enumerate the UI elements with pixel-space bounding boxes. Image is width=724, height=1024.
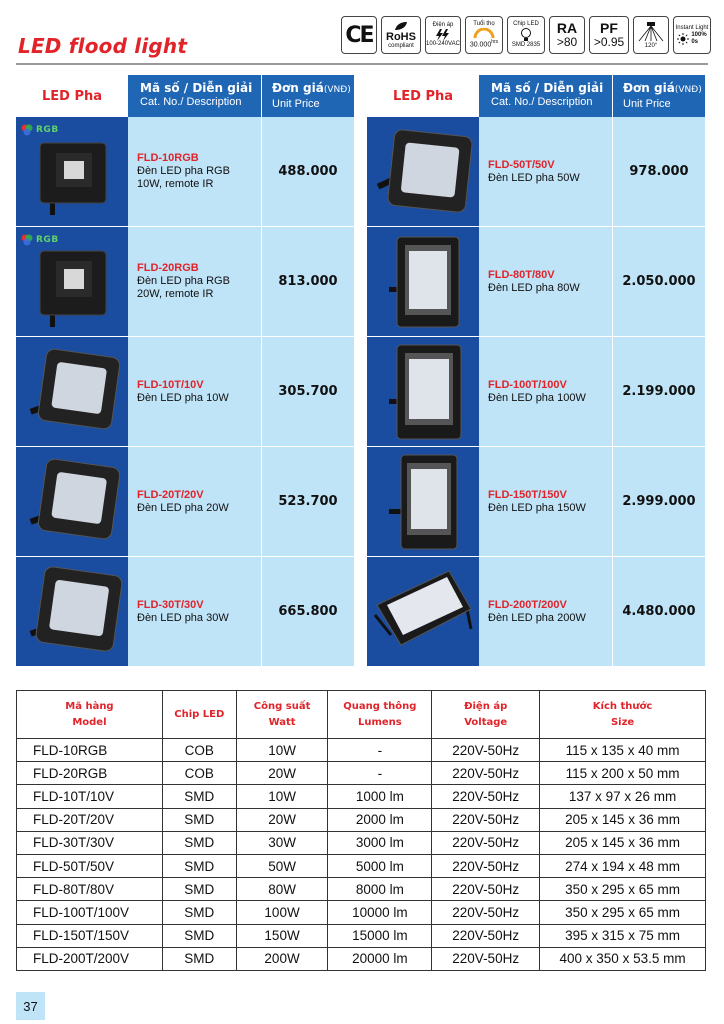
table-row: [17, 947, 706, 970]
table-cell: 10000 lm: [328, 901, 432, 924]
table-cell: 350 x 295 x 65 mm: [540, 901, 706, 924]
product-desc: Đèn LED pha 30W: [137, 611, 229, 624]
table-cell: 200W: [236, 947, 328, 970]
product-code: FLD-50T/50V: [488, 158, 555, 171]
table-cell: FLD-200T/200V: [17, 947, 163, 970]
table-cell: 5000 lm: [328, 854, 432, 877]
floodlight-icon: [367, 117, 479, 226]
table-cell: 220V-50Hz: [432, 831, 540, 854]
ra-badge: RA >80: [549, 16, 585, 54]
product-code: FLD-100T/100V: [488, 378, 567, 391]
gauge-icon: [473, 28, 495, 38]
product-row: [367, 557, 705, 667]
table-cell: 400 x 350 x 53.5 mm: [540, 947, 706, 970]
floodlight-icon: [16, 337, 128, 446]
product-image: [367, 337, 479, 446]
spec-header-model: Mã hàng Model: [17, 691, 163, 739]
table-cell: SMD: [162, 831, 236, 854]
product-row: [367, 117, 705, 227]
table-row: [17, 785, 706, 808]
table-cell: 220V-50Hz: [432, 785, 540, 808]
product-code: FLD-30T/30V: [137, 598, 204, 611]
product-row: [16, 337, 354, 447]
ce-badge: CE: [341, 16, 377, 54]
table-cell: FLD-100T/100V: [17, 901, 163, 924]
spec-table: [16, 690, 706, 971]
product-desc: Đèn LED pha 20W: [137, 501, 229, 514]
product-price: 2.999.000: [612, 447, 705, 556]
product-row: [16, 117, 354, 227]
product-table-header: [367, 75, 705, 117]
floodlight-icon: [16, 557, 128, 666]
table-cell: 15000 lm: [328, 924, 432, 947]
chip-led-badge: Chip LED SMD 2835: [507, 16, 545, 54]
lifetime-badge: Tuổi thọ $30.000^{hrs}$: [465, 16, 503, 54]
product-code: FLD-80T/80V: [488, 268, 555, 281]
sun-icon: [677, 33, 689, 45]
table-row: [17, 901, 706, 924]
table-cell: 50W: [236, 854, 328, 877]
floodlight-icon: [367, 337, 479, 446]
product-image: [16, 557, 128, 666]
table-cell: 115 x 135 x 40 mm: [540, 739, 706, 762]
product-row: [16, 447, 354, 557]
product-price: 665.800: [261, 557, 354, 666]
spec-header-watt: Công suất Watt: [236, 691, 328, 739]
table-cell: 30W: [236, 831, 328, 854]
table-cell: 137 x 97 x 26 mm: [540, 785, 706, 808]
product-image: [16, 447, 128, 556]
product-desc: Đèn LED pha RGB: [137, 275, 230, 287]
table-cell: FLD-20T/20V: [17, 808, 163, 831]
product-image: [367, 227, 479, 336]
spec-header-chip: Chip LED: [162, 691, 236, 739]
leaf-icon: [394, 21, 408, 31]
page-title: LED flood light: [18, 34, 188, 58]
table-cell: 80W: [236, 878, 328, 901]
header-description: Mã số / Diễn giải Cat. No./ Description: [128, 75, 261, 117]
table-cell: SMD: [162, 878, 236, 901]
table-cell: FLD-10RGB: [17, 739, 163, 762]
product-price: 978.000: [612, 117, 705, 226]
rgb-logo: RGB: [20, 123, 59, 137]
product-image: [367, 117, 479, 226]
table-cell: COB: [162, 762, 236, 785]
table-cell: 274 x 194 x 48 mm: [540, 854, 706, 877]
product-desc: Đèn LED pha RGB: [137, 165, 230, 177]
table-cell: SMD: [162, 808, 236, 831]
product-price: 523.700: [261, 447, 354, 556]
header-led-pha: LED Pha: [16, 75, 128, 117]
rohs-badge: RoHS compliant: [381, 16, 421, 54]
product-code: FLD-20RGB: [137, 262, 199, 274]
pf-badge: PF >0.95: [589, 16, 629, 54]
table-row: [17, 739, 706, 762]
table-cell: 220V-50Hz: [432, 854, 540, 877]
floodlight-icon: [16, 447, 128, 556]
product-desc: Đèn LED pha 50W: [488, 171, 580, 184]
product-price: 488.000: [261, 117, 354, 226]
table-cell: 150W: [236, 924, 328, 947]
table-cell: 20W: [236, 808, 328, 831]
table-cell: 220V-50Hz: [432, 924, 540, 947]
product-price: 813.000: [261, 227, 354, 336]
product-code: FLD-200T/200V: [488, 598, 567, 611]
product-desc: Đèn LED pha 100W: [488, 391, 586, 404]
beam-angle-badge: 120°: [633, 16, 669, 54]
header-description: Mã số / Diễn giải Cat. No./ Description: [479, 75, 612, 117]
table-row: [17, 808, 706, 831]
product-image: [16, 227, 128, 336]
spec-header-size: Kích thước Size: [540, 691, 706, 739]
table-cell: FLD-80T/80V: [17, 878, 163, 901]
rgb-logo: RGB: [20, 233, 59, 247]
product-table-right: [367, 75, 705, 667]
rgb-circles-icon: [20, 123, 34, 137]
product-image: [16, 337, 128, 446]
table-cell: 220V-50Hz: [432, 739, 540, 762]
product-code: FLD-150T/150V: [488, 488, 567, 501]
table-cell: FLD-20RGB: [17, 762, 163, 785]
product-code: FLD-10RGB: [137, 152, 199, 164]
table-cell: 220V-50Hz: [432, 947, 540, 970]
table-cell: COB: [162, 739, 236, 762]
table-cell: 220V-50Hz: [432, 901, 540, 924]
table-cell: 10W: [236, 739, 328, 762]
table-cell: SMD: [162, 924, 236, 947]
spec-header-lumens: Quang thông Lumens: [328, 691, 432, 739]
product-desc: Đèn LED pha 150W: [488, 501, 586, 514]
product-desc: Đèn LED pha 200W: [488, 611, 586, 624]
table-cell: SMD: [162, 901, 236, 924]
product-price: 4.480.000: [612, 557, 705, 666]
product-table-left: [16, 75, 354, 667]
table-cell: 115 x 200 x 50 mm: [540, 762, 706, 785]
table-cell: 350 x 295 x 65 mm: [540, 878, 706, 901]
spec-header-row: [17, 691, 706, 739]
product-row: [367, 337, 705, 447]
table-cell: FLD-150T/150V: [17, 924, 163, 947]
product-row: [367, 447, 705, 557]
beam-angle-icon: [637, 21, 665, 43]
table-row: [17, 924, 706, 947]
table-cell: 3000 lm: [328, 831, 432, 854]
table-cell: SMD: [162, 854, 236, 877]
table-row: [17, 762, 706, 785]
product-desc: Đèn LED pha 80W: [488, 281, 580, 294]
table-cell: SMD: [162, 947, 236, 970]
table-cell: 2000 lm: [328, 808, 432, 831]
lightning-icon: [435, 29, 451, 41]
table-cell: SMD: [162, 785, 236, 808]
table-cell: 1000 lm: [328, 785, 432, 808]
table-row: [17, 878, 706, 901]
header-price: Đơn giá(VNĐ) Unit Price: [612, 75, 705, 117]
table-cell: -: [328, 762, 432, 785]
header-led-pha: LED Pha: [367, 75, 479, 117]
title-divider: [16, 63, 708, 65]
table-cell: FLD-30T/30V: [17, 831, 163, 854]
floodlight-icon: [367, 447, 479, 556]
table-cell: 100W: [236, 901, 328, 924]
table-row: [17, 831, 706, 854]
table-cell: 20W: [236, 762, 328, 785]
instant-light-badge: Instant Light 100% 0s: [673, 16, 711, 54]
header-price: Đơn giá(VNĐ) Unit Price: [261, 75, 354, 117]
table-cell: 20000 lm: [328, 947, 432, 970]
table-cell: 205 x 145 x 36 mm: [540, 831, 706, 854]
certification-badges: [341, 16, 711, 54]
table-cell: 220V-50Hz: [432, 878, 540, 901]
product-code: FLD-20T/20V: [137, 488, 204, 501]
table-cell: 395 x 315 x 75 mm: [540, 924, 706, 947]
product-image: [16, 117, 128, 226]
product-row: [367, 227, 705, 337]
product-image: [367, 447, 479, 556]
product-row: [16, 227, 354, 337]
spec-header-voltage: Điện áp Voltage: [432, 691, 540, 739]
table-cell: FLD-10T/10V: [17, 785, 163, 808]
product-row: [16, 557, 354, 667]
floodlight-icon: [367, 557, 479, 666]
product-price: 2.050.000: [612, 227, 705, 336]
floodlight-icon: [367, 227, 479, 336]
table-cell: 10W: [236, 785, 328, 808]
table-cell: 220V-50Hz: [432, 808, 540, 831]
table-row: [17, 854, 706, 877]
table-cell: -: [328, 739, 432, 762]
table-cell: FLD-50T/50V: [17, 854, 163, 877]
product-code: FLD-10T/10V: [137, 378, 204, 391]
product-image: [367, 557, 479, 666]
bulb-icon: [520, 28, 532, 42]
product-desc: 10W, remote IR: [137, 178, 214, 190]
voltage-badge: Điện áp 100-240VAC: [425, 16, 461, 54]
product-desc: 20W, remote IR: [137, 288, 214, 300]
product-price: 2.199.000: [612, 337, 705, 446]
table-cell: 8000 lm: [328, 878, 432, 901]
rgb-circles-icon: [20, 233, 34, 247]
page-number: 37: [16, 992, 45, 1020]
table-cell: 205 x 145 x 36 mm: [540, 808, 706, 831]
product-desc: Đèn LED pha 10W: [137, 391, 229, 404]
table-cell: 220V-50Hz: [432, 762, 540, 785]
product-price: 305.700: [261, 337, 354, 446]
product-table-header: [16, 75, 354, 117]
